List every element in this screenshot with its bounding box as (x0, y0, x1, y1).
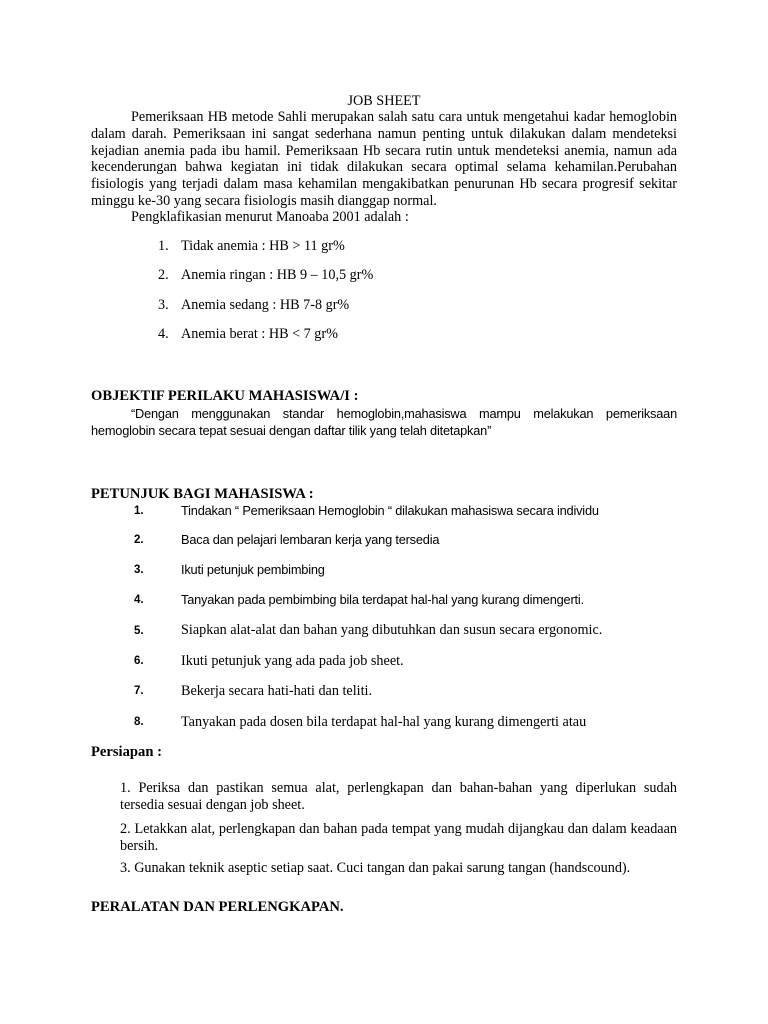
instruction-item: Tanyakan pada dosen bila terdapat hal-hal yang kurang dimengerti atau (181, 714, 587, 730)
instruction-item: Siapkan alat-alat dan bahan yang dibutuhkan dan susun secara ergonomic. (181, 622, 603, 638)
preparation-item: 3. Gunakan teknik aseptic setiap saat. Cuci tangan dan pakai sarung tangan (handscound). (120, 860, 631, 876)
preparation-item: 1. Periksa dan pastikan semua alat, perlengkapan dan bahan-bahan yang diperlukan sudah tersedia sesuai dengan job sheet. (120, 780, 677, 813)
preparation-item: 2. Letakkan alat, perlengkapan dan bahan pada tempat yang mudah dijangkau dan dalam keadaan bersih. (120, 821, 677, 854)
instruction-number: 8. (134, 716, 144, 728)
classification-item: Anemia ringan : HB 9 – 10,5 gr% (181, 267, 374, 283)
instructions-heading: PETUNJUK BAGI MAHASISWA : (91, 486, 314, 502)
instruction-number: 5. (134, 625, 144, 637)
instruction-number: 2. (134, 534, 144, 546)
instruction-number: 3. (134, 564, 144, 576)
instruction-number: 6. (134, 655, 144, 667)
objective-heading: OBJEKTIF PERILAKU MAHASISWA/I : (91, 388, 359, 404)
classification-item: Anemia sedang : HB 7-8 gr% (181, 297, 350, 313)
instruction-item: Baca dan pelajari lembaran kerja yang tersedia (181, 532, 440, 547)
instruction-number: 1. (134, 505, 144, 517)
instruction-number: 7. (134, 685, 144, 697)
instruction-item: Bekerja secara hati-hati dan teliti. (181, 683, 373, 699)
page-title: JOB SHEET (347, 93, 421, 109)
classification-item: Anemia berat : HB < 7 gr% (181, 326, 338, 342)
instruction-item: Ikuti petunjuk yang ada pada job sheet. (181, 653, 404, 669)
classification-item: Tidak anemia : HB > 11 gr% (181, 238, 345, 254)
intro-paragraph: Pemeriksaan HB metode Sahli merupakan salah satu cara untuk mengetahui kadar hemoglobin dalam darah. Pemeriksaan ini sangat sederhana namun penting untuk dilakukan dalam mendeteksi kejadian anemia pada ibu hamil. Pemeriksaan Hb secara rutin untuk mendeteksi anemia, namun ada kecenderungan bahwa kegiatan ini tidak dilakukan secara optimal selama kehamilan.Perubahan fisiologis yang terjadi dalam masa kehamilan mengakibatkan penurunan Hb secara progresif sekitar minggu ke-30 yang secara fisiologis masih dianggap normal. (91, 109, 677, 209)
instruction-item: Tanyakan pada pembimbing bila terdapat hal-hal yang kurang dimengerti. (181, 592, 584, 607)
classification-number: 1. (158, 238, 169, 254)
instruction-item: Tindakan “ Pemeriksaan Hemoglobin “ dilakukan mahasiswa secara individu (181, 503, 599, 518)
classification-number: 4. (158, 326, 169, 342)
equipment-heading: PERALATAN DAN PERLENGKAPAN. (91, 899, 344, 915)
objective-text: “Dengan menggunakan standar hemoglobin,mahasiswa mampu melakukan pemeriksaan hemoglobin secara tepat sesuai dengan daftar tilik yang telah ditetapkan” (91, 406, 677, 439)
classification-number: 2. (158, 267, 169, 283)
instruction-item: Ikuti petunjuk pembimbing (181, 562, 325, 577)
instruction-number: 4. (134, 594, 144, 606)
classification-number: 3. (158, 297, 169, 313)
preparation-heading: Persiapan : (91, 744, 162, 760)
classification-intro: Pengklafikasian menurut Manoaba 2001 adalah : (131, 209, 409, 225)
